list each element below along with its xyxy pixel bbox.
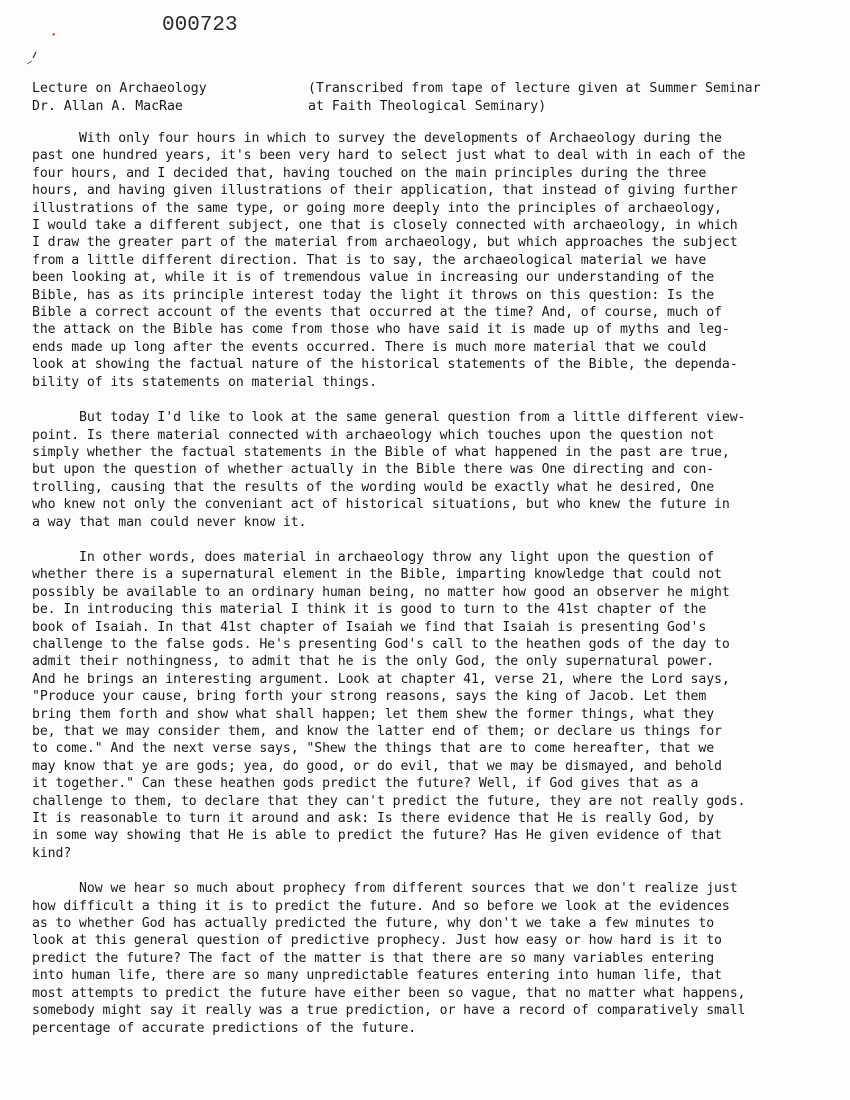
text-line: be, that we may consider them, and know the latter end of them; or declare us things for [32,724,722,739]
text-line: Bible a correct account of the events that occurred at the time? And, of course, much of [32,305,722,321]
paragraph [32,409,804,531]
text-line: illustrations of the same type, or going more deeply into the principles of archaeology, [32,200,722,216]
text-line: a way that man could never know it. [32,514,307,530]
text-line: Bible, has as its principle interest today the light it throws on this question: Is the [32,287,715,303]
text-line: into human life, there are so many unpredictable features entering into human life, that [32,968,722,984]
text-line: from a little different direction. That is to say, the archaeological material we have [32,252,707,268]
transcription-note [308,80,761,115]
text-line: bring them forth and show what shall happen; let them shew the former things, what they [32,706,715,722]
text-line: look at this general question of predictive prophecy. Just how easy or how hard is it to [32,933,722,949]
text-line: With only four hours in which to survey the developments of Archaeology during the [32,131,722,146]
text-line: Now we hear so much about prophecy from different sources that we don't realize just [32,881,738,897]
text-line: ends made up long after the events occurred. There is much more material that we could [32,339,707,355]
text-line: admit their nothingness, to admit that he is the only God, the only supernatural power. [32,654,715,670]
text-line: trolling, causing that the results of the wording would be exactly what he desired, One [32,479,715,495]
text-line: hours, and having given illustrations of their application, that instead of giving further [32,183,738,199]
text-line: possibly be available to an ordinary human being, no matter how good an observer he might [32,584,730,600]
lecturer-name: Dr. Allan A. MacRae [32,98,183,114]
text-line: But today I'd like to look at the same general question from a little different view- [32,410,746,426]
text-line: whether there is a supernatural element in the Bible, imparting knowledge that could not [32,567,722,583]
text-line: past one hundred years, it's been very hard to select just what to deal with in each of the [32,148,746,164]
lecture-title: Lecture on Archaeology [32,81,207,96]
text-line: the attack on the Bible has come from those who have said it is made up of myths and leg- [32,322,730,338]
text-line: been looking at, while it is of tremendous value in increasing our understanding of the [32,270,715,286]
text-line: challenge to them, to declare that they can't predict the future, they are not really gods. [32,793,746,809]
text-line: predict the future? The fact of the matter is that there are so many variables entering [32,950,715,966]
text-line: percentage of accurate predictions of the future. [32,1020,417,1036]
text-line: I would take a different subject, one that is closely connected with archaeology, in which [32,218,738,234]
lecture-header [32,80,207,115]
text-line: look at showing the factual nature of the historical statements of the Bible, the dependa- [32,357,738,373]
text-line: but upon the question of whether actually in the Bible there was One directing and con- [32,462,715,478]
text-line: be. In introducing this material I think it is good to turn to the 41st chapter of the [32,602,707,618]
text-line: who knew not only the conveniant act of historical situations, but who knew the future in [32,497,730,513]
paragraph [32,549,804,862]
text-line: point. Is there material connected with archaeology which touches upon the question not [32,427,715,443]
text-line: may know that ye are gods; yea, do good, or do evil, that we may be dismayed, and behold [32,758,722,774]
text-line: "Produce your cause, bring forth your strong reasons, says the king of Jacob. Let them [32,689,707,705]
transcription-note-line: (Transcribed from tape of lecture given at Summer Seminar [308,81,761,96]
text-line: as to whether God has actually predicted the future, why don't we take a few minutes to [32,916,715,932]
text-line: In other words, does material in archaeology throw any light upon the question of [32,549,715,565]
text-line: It is reasonable to turn it around and ask: Is there evidence that He is really God, by [32,811,715,827]
text-line: in some way showing that He is able to predict the future? Has He given evidence of that [32,828,722,844]
text-line: most attempts to predict the future have either been so vague, that no matter what happens, [32,985,746,1001]
document-number: 000723 [162,14,238,37]
text-line: to come." And the next verse says, "Shew the things that are to come hereafter, that we [32,741,715,757]
text-line: how difficult a thing it is to predict the future. And so before we look at the evidences [32,898,730,914]
text-line: book of Isaiah. In that 41st chapter of Isaiah we find that Isaiah is presenting God's [32,619,707,635]
text-line: And he brings an interesting argument. Look at chapter 41, verse 21, where the Lord says, [32,671,730,687]
text-line: it together." Can these heathen gods predict the future? Well, if God gives that as a [32,776,699,792]
lecture-body [32,130,804,1055]
text-line: somebody might say it really was a true prediction, or have a record of comparatively small [32,1003,746,1019]
text-line: four hours, and I decided that, having touched on the main principles during the three [32,165,707,181]
text-line: bility of its statements on material things. [32,374,377,390]
paragraph [32,880,804,1037]
text-line: kind? [32,845,72,861]
text-line: I draw the greater part of the material from archaeology, but which approaches the subject [32,235,738,251]
paragraph [32,130,804,391]
transcription-note-line: at Faith Theological Seminary) [308,98,547,114]
text-line: simply whether the factual statements in the Bible of what happened in the past are true, [32,444,730,460]
pen-mark-icon [22,30,62,70]
text-line: challenge to the false gods. He's presenting God's call to the heathen gods of the day to [32,636,730,652]
